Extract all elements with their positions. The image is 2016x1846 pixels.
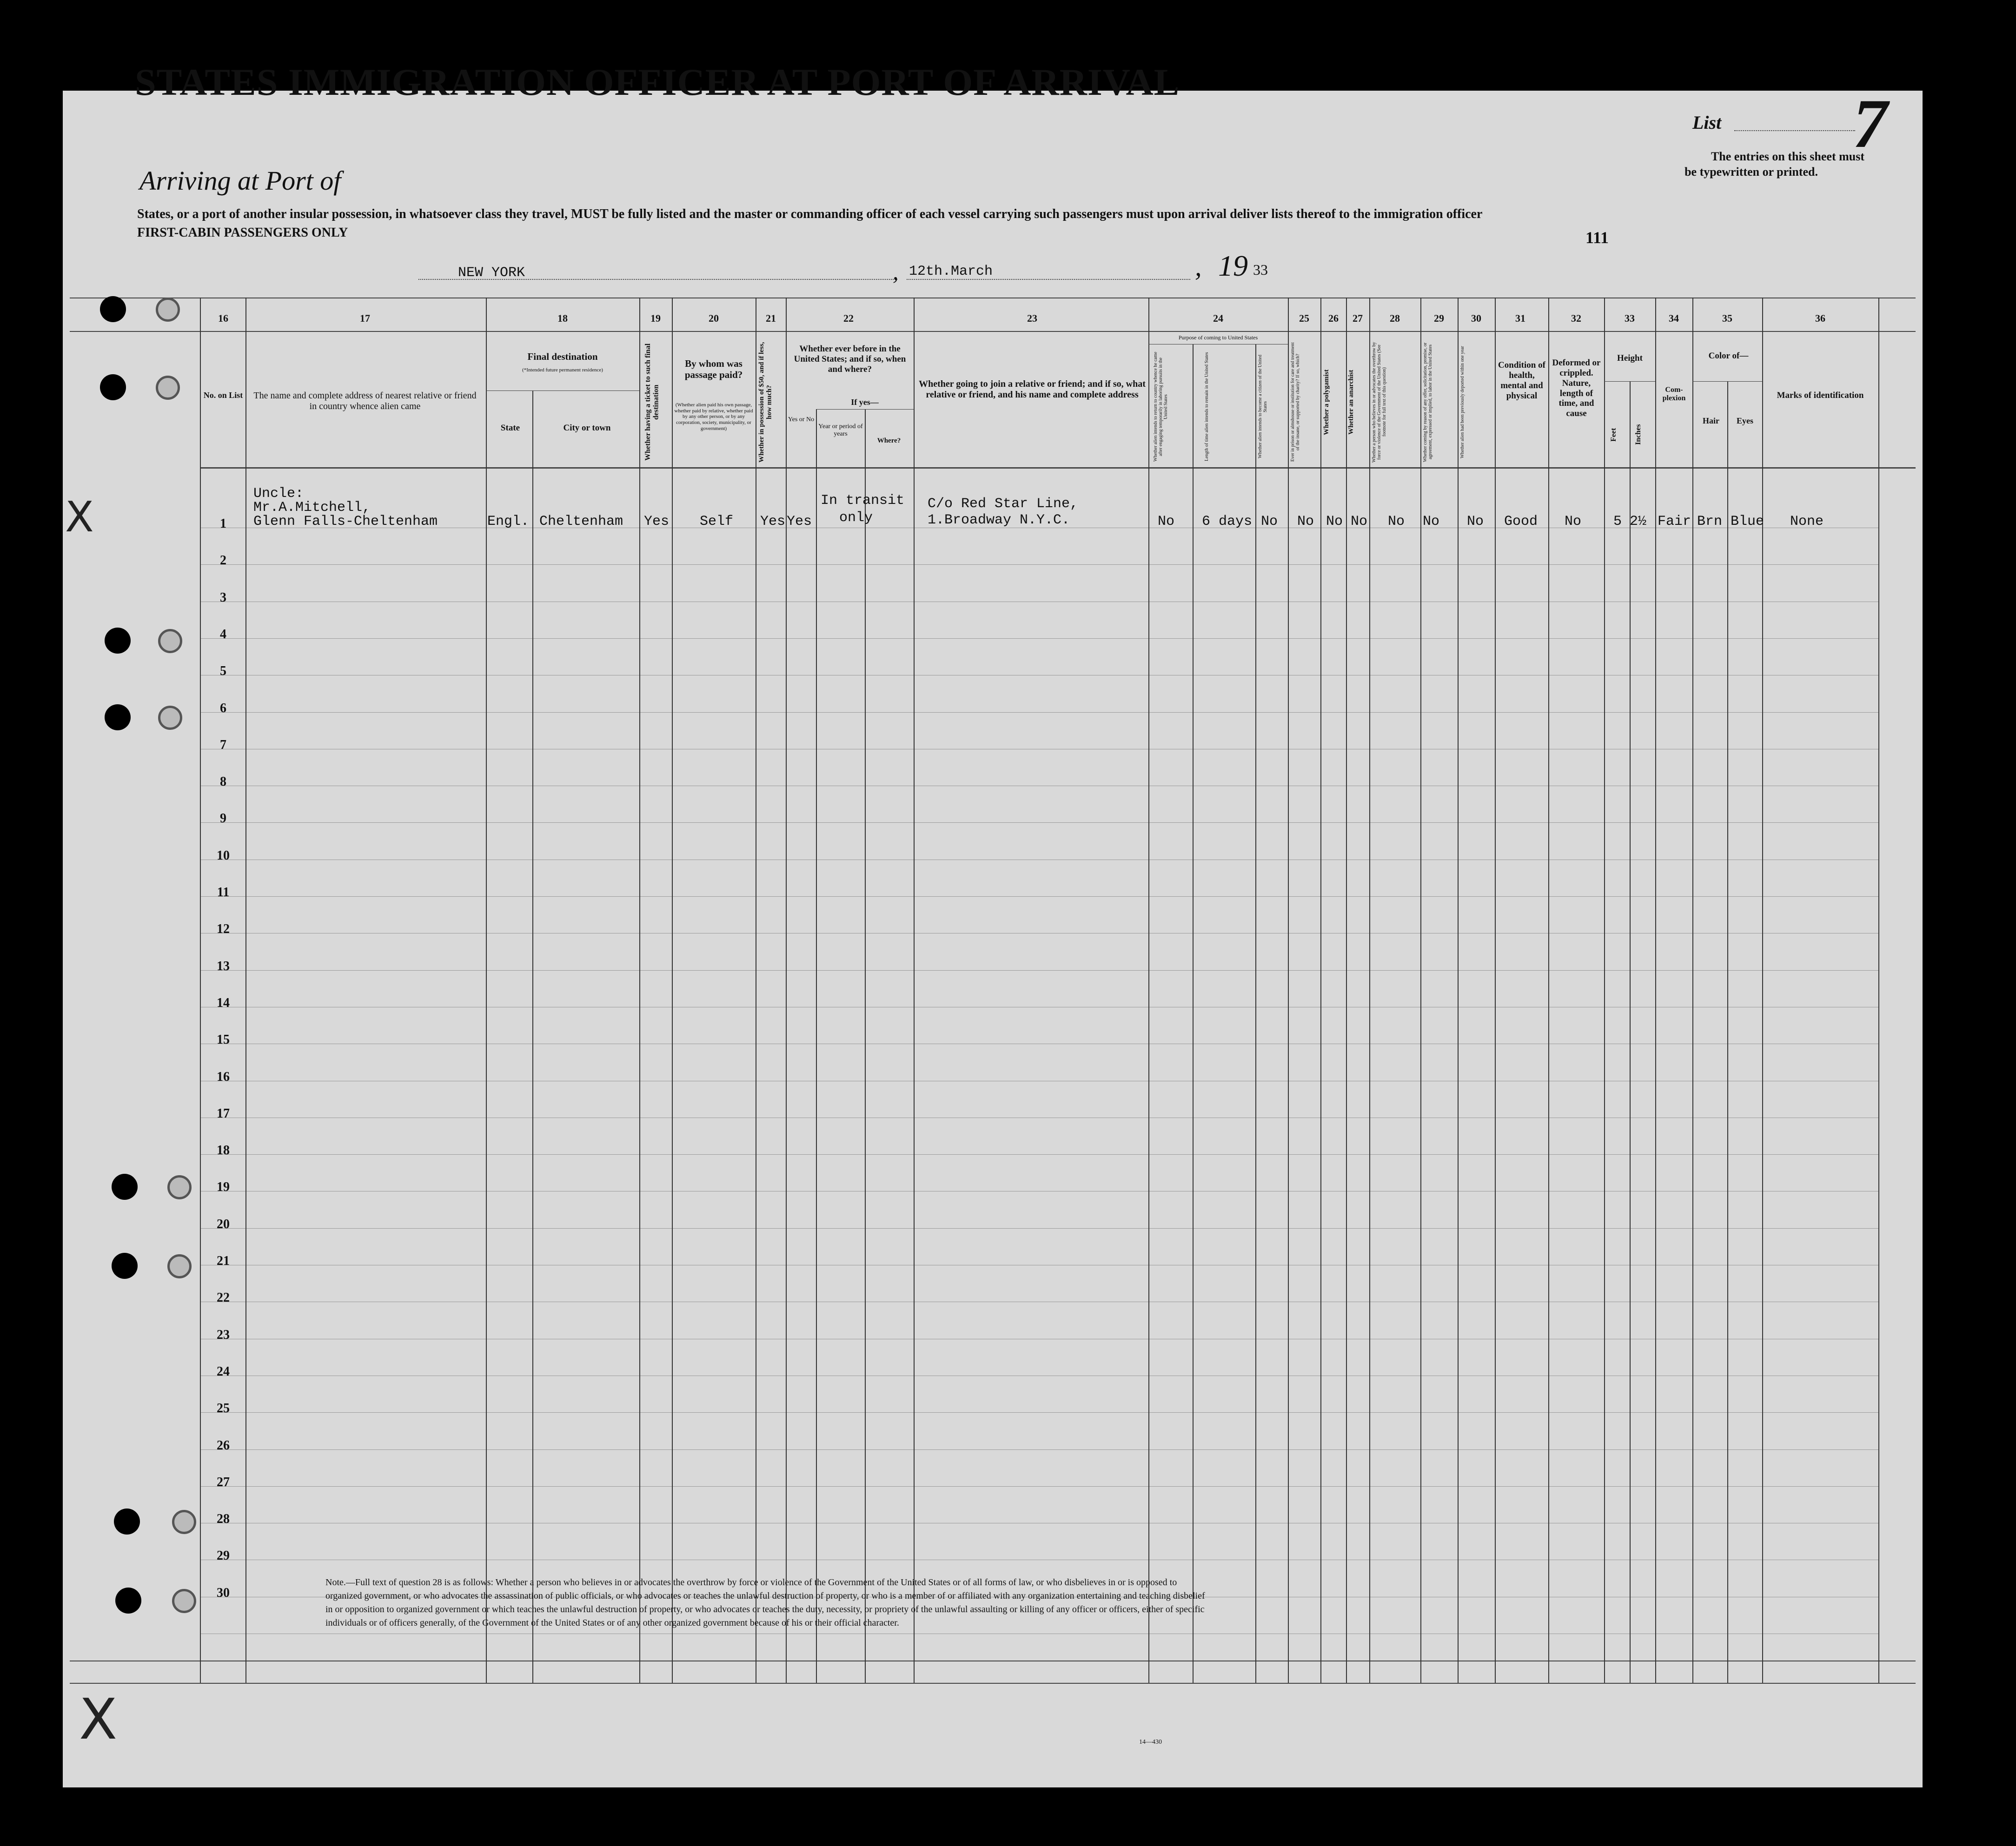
- row-number: 15: [217, 1032, 230, 1047]
- row-number: 29: [217, 1548, 230, 1563]
- col-rule-31: [1495, 298, 1496, 1683]
- hdr-by-whom-note: (Whether alien paid his own passage, whether paid by relative, whether paid by any other person, or by any corporation, society, municipality, or government): [674, 402, 753, 431]
- colnum-32: 32: [1571, 312, 1581, 324]
- row-number: 20: [217, 1217, 230, 1231]
- height-subrule: [1604, 381, 1655, 382]
- form-code: 14—430: [1139, 1739, 1162, 1746]
- entry-relative-line2: Mr.A.Mitchell,: [253, 500, 371, 516]
- form-subtitle: States, or a port of another insular possession, in whatsoever class they travel, MUST be fully listed and the master or commanding officer of each vessel carrying such passengers must upon arrival deliver lists thereof to the immigration officer: [137, 207, 1483, 221]
- dest-subrule: [486, 390, 639, 391]
- binding-hole: [100, 296, 126, 322]
- hdr-city: City or town: [563, 423, 611, 433]
- manifest-sheet: [63, 91, 1923, 1787]
- row-number: 21: [217, 1254, 230, 1268]
- col-rule-30: [1458, 298, 1459, 1683]
- binding-hole: [105, 628, 131, 654]
- colnum-25: 25: [1299, 312, 1309, 324]
- footer-rule: [70, 1683, 1916, 1684]
- row-rule: [200, 1228, 1878, 1229]
- entry-length-of-stay: 6 days: [1202, 514, 1253, 529]
- colnum-22: 22: [843, 312, 854, 324]
- entry-complexion: Fair: [1658, 514, 1691, 529]
- entry-height-feet: 5: [1613, 514, 1622, 529]
- row-rule: [200, 822, 1878, 823]
- hdr-feet: Feet: [1610, 428, 1618, 442]
- colnum-28: 28: [1390, 312, 1400, 324]
- entry-health: Good: [1504, 514, 1538, 529]
- row-rule: [200, 1154, 1878, 1155]
- colnum-17: 17: [360, 312, 370, 324]
- row-number: 8: [220, 774, 226, 789]
- entry-ever-before: Yes: [787, 514, 812, 529]
- class-line: FIRST-CABIN PASSENGERS ONLY: [137, 225, 348, 240]
- row-number: 3: [220, 590, 226, 605]
- hdr-ever-before: Whether ever before in the United States; and if so, when and where?: [794, 344, 906, 374]
- col-rule-36: [1762, 298, 1763, 1683]
- hdr-polygamist: Whether a polygamist: [1323, 369, 1330, 435]
- row-number: 22: [217, 1290, 230, 1305]
- year-suffix: 33: [1253, 261, 1268, 278]
- entry-height-inches: 2½: [1630, 514, 1647, 529]
- entry-polygamist: No: [1326, 514, 1343, 529]
- header-bottom-rule: [200, 467, 1916, 469]
- colnum-26: 26: [1328, 312, 1339, 324]
- hdr-state: State: [500, 423, 520, 433]
- hdr-marks: Marks of identification: [1777, 390, 1864, 400]
- col-rule-22b: [816, 409, 817, 1683]
- colnum-20: 20: [709, 312, 719, 324]
- row-rule: [200, 712, 1878, 713]
- row-number: 16: [217, 1070, 230, 1084]
- col-rule-32: [1548, 298, 1549, 1683]
- margin-mark-bottom: X: [79, 1687, 118, 1752]
- column-number-rule: [70, 331, 1916, 332]
- entry-labor-offer: No: [1423, 514, 1440, 529]
- entry-paid-by: Self: [700, 514, 734, 529]
- colnum-23: 23: [1027, 312, 1037, 324]
- col-rule-29: [1420, 298, 1421, 1683]
- row-number: 18: [217, 1143, 230, 1158]
- ifyes-subrule: [816, 409, 914, 410]
- binding-ring: [167, 1175, 192, 1199]
- col-rule-23: [914, 298, 915, 1683]
- port-value: NEW YORK: [458, 265, 525, 281]
- col-rule-18b: [532, 390, 533, 1683]
- entry-intend-citizen: No: [1261, 514, 1278, 529]
- row-rule: [200, 638, 1878, 639]
- list-label: List: [1692, 112, 1722, 133]
- hdr-purpose-return: Whether alien intends to return to country whence he came after engaging temporarily in laboring pursuits in the United States: [1153, 351, 1168, 462]
- hdr-purpose-citizen: Whether alien intends to become a citizen of the United States: [1258, 355, 1268, 459]
- col-rule-33b: [1630, 381, 1631, 1683]
- binding-ring: [156, 298, 180, 322]
- entry-join-line2: 1.Broadway N.Y.C.: [928, 512, 1070, 528]
- colnum-27: 27: [1353, 312, 1363, 324]
- hdr-health: Condition of health, mental and physical: [1498, 360, 1545, 401]
- entry-prison: No: [1297, 514, 1314, 529]
- entry-period-line2: only: [839, 510, 873, 526]
- hdr-complexion: Com-plexion: [1662, 386, 1686, 403]
- entry-state: Engl.: [487, 514, 530, 529]
- hdr-where: Where?: [877, 437, 901, 444]
- row-number: 4: [220, 627, 226, 642]
- col-rule-35a: [1692, 298, 1693, 1683]
- binding-hole: [112, 1253, 138, 1279]
- entry-marks: None: [1790, 514, 1824, 529]
- row-number: 9: [220, 811, 226, 826]
- entry-ticket: Yes: [644, 514, 670, 529]
- year-comma: ,: [1195, 251, 1202, 282]
- row-number: 12: [217, 922, 230, 936]
- binding-ring: [167, 1254, 192, 1278]
- entry-period-line1: In transit: [821, 493, 905, 509]
- hdr-deported: Whether alien had been previously deported within one year: [1460, 346, 1465, 458]
- entry-anarchist: No: [1351, 514, 1368, 529]
- hdr-possession: Whether in possession of $50, and if less, how much?: [758, 342, 773, 463]
- hdr-color-of: Color of—: [1708, 351, 1749, 361]
- hdr-nearest-relative: The name and complete address of nearest relative or friend in country whence alien came: [253, 390, 477, 411]
- colnum-31: 31: [1515, 312, 1525, 324]
- colnum-21: 21: [766, 312, 776, 324]
- page-mark: 111: [1585, 228, 1609, 247]
- col-rule-17: [245, 298, 246, 1683]
- col-rule-24c: [1255, 344, 1256, 1683]
- col-rule-26: [1320, 298, 1321, 1683]
- row-rule: [200, 1449, 1878, 1450]
- form-title: STATES IMMIGRATION OFFICER AT PORT OF ARRIVAL: [135, 61, 1180, 103]
- colnum-19: 19: [650, 312, 661, 324]
- colnum-18: 18: [557, 312, 568, 324]
- entry-eyes: Blue: [1731, 514, 1764, 529]
- row-rule: [200, 564, 1878, 565]
- row-number: 24: [217, 1364, 230, 1379]
- binding-ring: [158, 629, 182, 653]
- row-number: 25: [217, 1401, 230, 1416]
- row-number: 7: [220, 738, 226, 752]
- col-rule-25: [1288, 298, 1289, 1683]
- row-number: 10: [217, 848, 230, 863]
- colnum-35: 35: [1722, 312, 1732, 324]
- hdr-purpose: Purpose of coming to United States: [1178, 334, 1258, 341]
- entry-city: Cheltenham: [539, 514, 623, 529]
- row-rule: [200, 1412, 1878, 1413]
- list-number: 7: [1853, 85, 1888, 162]
- hdr-joining: Whether going to join a relative or friend; and if so, what relative or friend, and his name and complete address: [919, 379, 1146, 400]
- hdr-ticket: Whether having a ticket to such final destination: [644, 343, 660, 461]
- row-number: 17: [217, 1106, 230, 1121]
- entry-deformed: No: [1565, 514, 1582, 529]
- col-rule-24b: [1193, 344, 1194, 1683]
- binding-hole: [114, 1509, 140, 1535]
- entry-overthrow: No: [1388, 514, 1405, 529]
- row-number: 30: [217, 1586, 230, 1600]
- colnum-16: 16: [218, 312, 228, 324]
- entry-relative-line3: Glenn Falls-Cheltenham: [253, 514, 438, 529]
- row-number: 13: [217, 959, 230, 973]
- row-number: 11: [217, 885, 230, 900]
- binding-hole: [105, 704, 131, 730]
- hdr-final-destination-note: (*Intended future permanent residence): [522, 367, 603, 373]
- binding-hole: [115, 1588, 141, 1614]
- row-number: 5: [220, 664, 226, 678]
- col-rule-22c: [865, 409, 866, 1683]
- colnum-36: 36: [1815, 312, 1825, 324]
- row-number: 14: [217, 996, 230, 1010]
- row-rule: [200, 1486, 1878, 1487]
- hdr-yes-or-no: Yes or No: [788, 416, 815, 423]
- color-subrule: [1692, 381, 1762, 382]
- hdr-labor-offer: Whether coming by reason of any offer, solicitation, promise, or agreement, expressed or implied, to labor in the United States: [1423, 342, 1433, 462]
- footnote-text: Note.—Full text of question 28 is as follows: Whether a person who believes in or advocates the overthrow by force or violence of the Government of the United States or of all forms of law, or who disbelieves in or is opposed to organized government, or who advocates the assassination of public officials, or who advocates or teaches the unlawful destruction of property, or who is a member of or affiliated with any organization entertaining and teaching disbelief in or opposition to organized government or which teaches the unlawful destruction of property, or who advocates or teaches the duty, necessity, or propriety of the unlawful assaulting or killing of any officer or officers, either of specific individuals or of officers generally, of the Government of the United States or of any other organized government because of his or their official character.: [325, 1577, 1205, 1628]
- hdr-prison: Ever in prison or almshouse or institution for care and treatment of the insane, or supported by charity? If so, which?: [1290, 342, 1300, 462]
- colnum-29: 29: [1434, 312, 1444, 324]
- colnum-24: 24: [1213, 312, 1223, 324]
- colnum-34: 34: [1669, 312, 1679, 324]
- hdr-overthrow: Whether a person who believes in or advocates the overthrow by force or violence of the Government of the United States (See footnote for full text of this question): [1372, 342, 1387, 463]
- col-rule-19: [639, 298, 640, 1683]
- row-number: 6: [220, 701, 226, 715]
- colnum-30: 30: [1471, 312, 1481, 324]
- row-number: 2: [220, 553, 226, 568]
- col-rule-22a: [786, 298, 787, 1683]
- hdr-no-on-list: No. on List: [203, 390, 243, 400]
- entry-possession: Yes: [760, 514, 786, 529]
- list-dotline: [1734, 130, 1855, 131]
- binding-hole: [112, 1174, 138, 1200]
- hdr-purpose-length: Length of time alien intends to remain in the United States: [1204, 352, 1209, 462]
- hdr-height: Height: [1617, 353, 1643, 363]
- row-number: 23: [217, 1328, 230, 1342]
- hdr-inches: Inches: [1634, 424, 1642, 445]
- row-rule: [200, 970, 1878, 971]
- hdr-deformed: Deformed or crippled. Nature, length of time, and cause: [1552, 358, 1601, 419]
- binding-ring: [156, 376, 180, 400]
- hdr-eyes: Eyes: [1737, 416, 1753, 425]
- binding-ring: [158, 706, 182, 730]
- col-rule-33a: [1604, 298, 1605, 1683]
- entry-hair: Brn: [1697, 514, 1723, 529]
- binding-ring: [172, 1589, 196, 1613]
- col-rule-28: [1369, 298, 1370, 1683]
- row-number: 28: [217, 1512, 230, 1526]
- binding-ring: [172, 1510, 196, 1534]
- entry-deported: No: [1467, 514, 1484, 529]
- hdr-year-period: Year or period of years: [818, 423, 863, 438]
- col-rule-16: [200, 298, 201, 1683]
- row-number: 27: [217, 1475, 230, 1489]
- hdr-hair: Hair: [1703, 416, 1719, 425]
- col-rule-24a: [1148, 298, 1149, 1683]
- hdr-by-whom: By whom was passage paid?: [684, 358, 743, 381]
- col-rule-35b: [1727, 381, 1728, 1683]
- col-rule-20: [672, 298, 673, 1683]
- row-number: 26: [217, 1438, 230, 1453]
- row-number: 1: [220, 516, 226, 531]
- arriving-label: Arriving at Port of: [139, 165, 341, 196]
- entry-relative-line1: Uncle:: [253, 486, 304, 502]
- entry-join-line1: C/o Red Star Line,: [928, 496, 1079, 512]
- col-rule-end: [1878, 298, 1879, 1683]
- row-number: 19: [217, 1180, 230, 1194]
- col-rule-18a: [486, 298, 487, 1683]
- col-rule-34: [1655, 298, 1656, 1683]
- hdr-anarchist: Whether an anarchist: [1347, 370, 1355, 435]
- entry-purpose-return: No: [1158, 514, 1175, 529]
- entries-note-1: The entries on this sheet must: [1711, 150, 1864, 163]
- hdr-if-yes: If yes—: [851, 397, 879, 407]
- col-rule-27: [1346, 298, 1347, 1683]
- date-comma: ,: [893, 258, 899, 285]
- margin-mark-top: X: [65, 493, 94, 542]
- binding-hole: [100, 374, 126, 400]
- colnum-33: 33: [1625, 312, 1635, 324]
- date-value: 12th.March: [909, 264, 993, 279]
- entries-note-2: be typewritten or printed.: [1684, 165, 1818, 179]
- hdr-final-destination: Final destination: [527, 351, 598, 362]
- year-prefix: 19: [1218, 249, 1248, 282]
- row-rule: [200, 896, 1878, 897]
